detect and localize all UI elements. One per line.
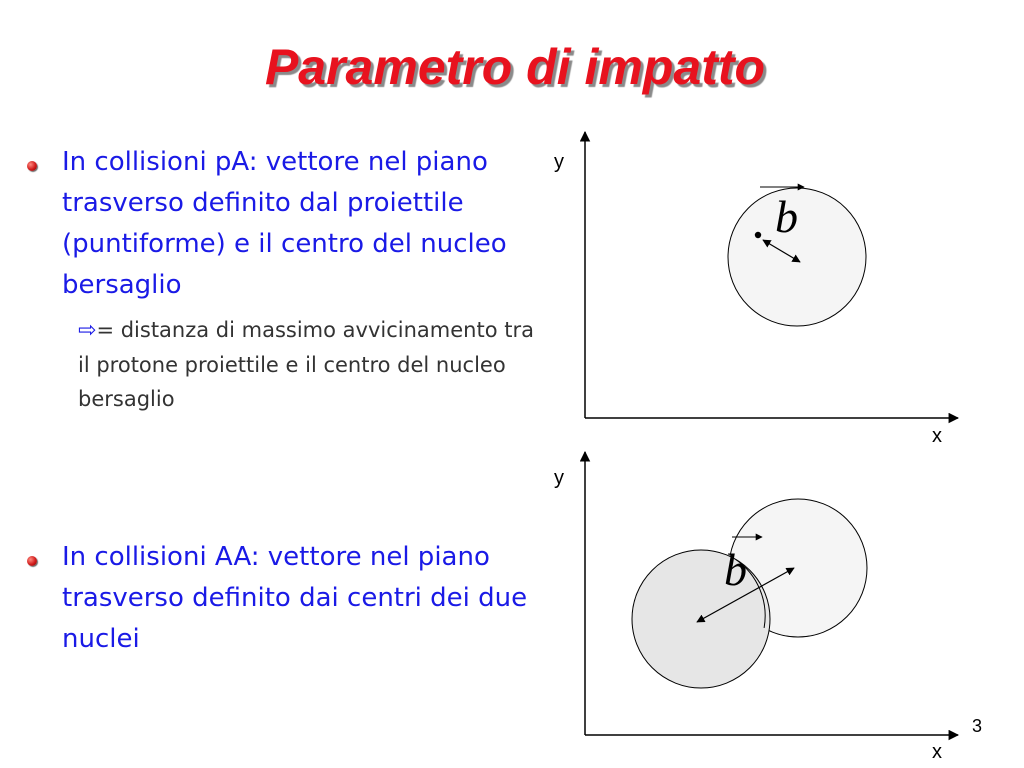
top-diagram: [585, 132, 958, 418]
top-x-label: x: [932, 425, 942, 447]
bullet-text-aa: In collisioni AA: vettore nel piano trasverso definito dai centri dei due nuclei: [62, 542, 528, 654]
vector-b-label-top: b: [775, 191, 798, 242]
bullet-text-pa: In collisioni pA: vettore nel piano trasverso definito dal proiettile (puntiforme) e il centro del nucleo bersaglio: [62, 147, 507, 300]
projectile-point: [755, 232, 761, 238]
sub-bullet-text: = distanza di massimo avvicinamento tra il protone proiettile e il centro del nucleo bersaglio: [78, 318, 534, 411]
bottom-x-label: x: [932, 741, 942, 763]
hollow-arrow-icon: ⇨: [78, 318, 97, 343]
vector-b-label-bottom: b: [724, 544, 747, 595]
bottom-y-label: y: [554, 467, 564, 489]
nucleus-1: [632, 550, 770, 688]
slide-title: Parametro di impatto: [264, 39, 766, 95]
page-number: 3: [972, 716, 983, 736]
bottom-diagram: [585, 452, 958, 735]
top-y-label: y: [554, 151, 564, 173]
